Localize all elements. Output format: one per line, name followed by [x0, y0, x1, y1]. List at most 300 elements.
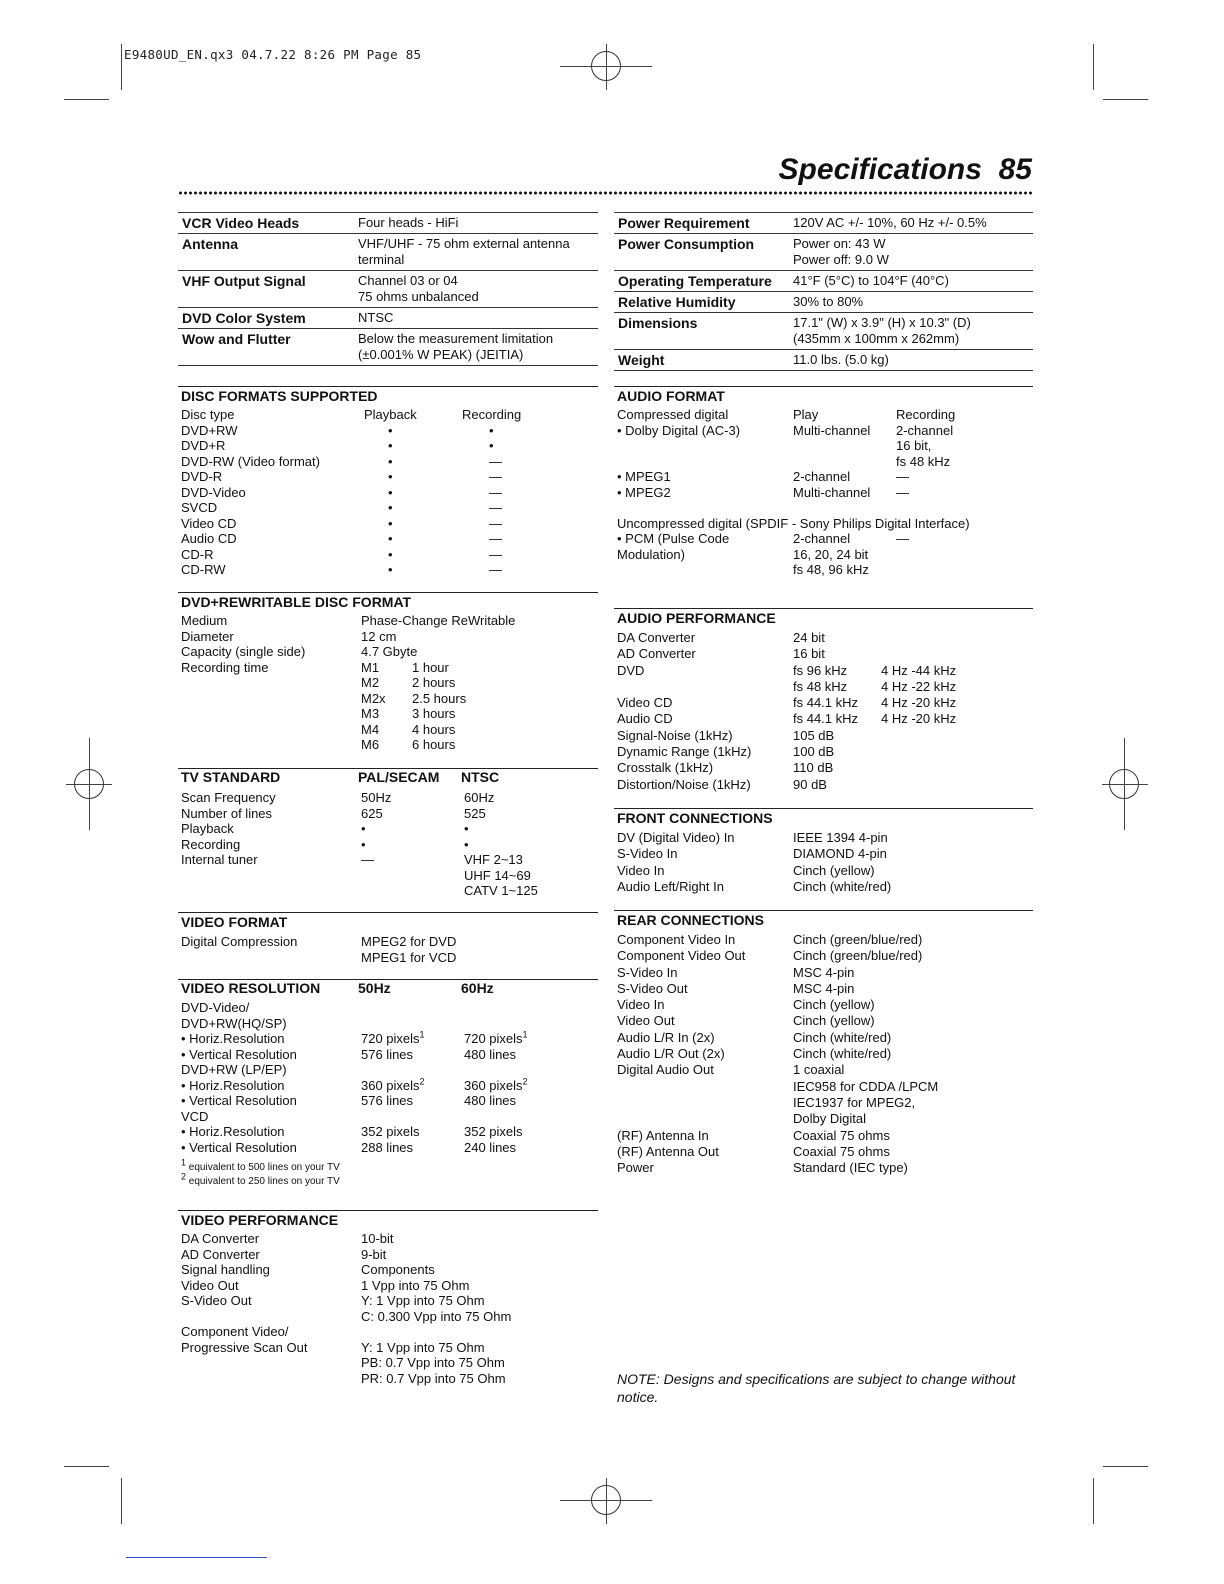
audio-perf-label: Distortion/Noise (1kHz) — [617, 776, 751, 792]
recording-value: — — [489, 484, 502, 500]
performance-value: Y: 1 Vpp into 75 Ohm — [361, 1339, 485, 1355]
link-underline — [126, 1557, 267, 1558]
table-row — [617, 646, 1033, 662]
audio-perf-label: Dynamic Range (1kHz) — [617, 744, 752, 760]
section-heading-row — [178, 980, 598, 999]
spec-row — [614, 350, 1033, 371]
spec-value — [793, 215, 987, 231]
format-label: Medium — [181, 613, 228, 628]
performance-label: DA Converter — [181, 1231, 260, 1246]
connection-value: Cinch (white/red) — [793, 878, 892, 894]
table-row — [617, 1046, 1033, 1062]
footnote-mark: 2 — [419, 1076, 425, 1087]
50hz-value — [361, 1078, 425, 1094]
performance-value: PB: 0.7 Vpp into 75 Ohm — [361, 1355, 505, 1370]
audio-perf-label: DVD — [617, 662, 645, 678]
pal-value: 50Hz — [361, 790, 392, 805]
connection-label: Video In — [617, 862, 665, 878]
power-specs-table — [614, 212, 1033, 371]
table-row — [617, 562, 1033, 578]
audio-perf-label: Signal-Noise (1kHz) — [617, 727, 733, 743]
recording-value: Recording — [896, 407, 956, 422]
spec-value — [358, 310, 393, 326]
spec-value — [793, 294, 863, 310]
tv-label: Playback — [181, 821, 234, 836]
resolution-label: • Vertical Resolution — [181, 1046, 297, 1062]
spec-value-line: 75 ohms unbalanced — [358, 289, 479, 304]
table-row — [617, 1128, 1033, 1144]
audio-perf-value: 105 dB — [793, 727, 835, 743]
recording-value: — — [489, 515, 502, 531]
table-row — [181, 562, 598, 578]
recording-value: — — [489, 500, 502, 515]
connection-label: Component Video Out — [617, 948, 746, 964]
recording-value: — — [896, 484, 909, 500]
footnote — [181, 1157, 598, 1175]
table-row — [181, 469, 598, 485]
table-row — [181, 806, 598, 822]
connection-value: IEC1937 for MPEG2, — [793, 1094, 916, 1110]
footnote — [181, 1171, 598, 1189]
spec-row — [178, 271, 598, 308]
table-row — [617, 1079, 1033, 1095]
spec-label: Antenna — [182, 236, 238, 252]
table-row — [617, 1160, 1033, 1176]
registration-target-icon — [591, 51, 621, 81]
spec-value-line: terminal — [358, 252, 405, 267]
video-format-table — [178, 931, 598, 965]
playback-value: • — [388, 422, 393, 438]
table-row — [181, 1355, 598, 1371]
connection-value: Cinch (yellow) — [793, 862, 875, 878]
audio-format-label: Compressed digital — [617, 407, 729, 422]
table-row — [617, 1013, 1033, 1029]
audio-perf-value: fs 48 kHz — [793, 678, 848, 694]
play-value: 2-channel — [793, 469, 851, 484]
disc-type: DVD+RW — [181, 422, 238, 438]
connection-value: Standard (IEC type) — [793, 1160, 908, 1176]
table-row — [181, 868, 598, 884]
ntsc-value: 525 — [464, 805, 486, 821]
table-row — [617, 454, 1033, 470]
resolution-label: • Vertical Resolution — [181, 1093, 297, 1108]
table-row — [181, 629, 598, 645]
footnote-text: equivalent to 500 lines on your TV — [188, 1162, 340, 1173]
spec-label: Relative Humidity — [618, 294, 736, 310]
performance-value: C: 0.300 Vpp into 75 Ohm — [361, 1308, 512, 1324]
spec-label: Dimensions — [618, 315, 698, 331]
connection-label: Power — [617, 1160, 654, 1176]
page-number: 85 — [998, 153, 1032, 186]
format-value: M3 — [361, 706, 380, 721]
table-row — [181, 1340, 598, 1356]
audio-format-label: Modulation) — [617, 546, 685, 562]
audio-format-section — [614, 386, 1033, 578]
audio-format-label: • PCM (Pulse Code — [617, 531, 730, 546]
resolution-label: VCD — [181, 1108, 209, 1124]
table-row — [617, 1095, 1033, 1111]
table-row — [181, 547, 598, 563]
spec-value-line: Power on: 43 W — [793, 236, 886, 251]
spec-row — [178, 213, 598, 234]
table-row — [181, 1124, 598, 1140]
format-label: Diameter — [181, 628, 234, 644]
resolution-label: DVD-Video/ — [181, 1000, 250, 1015]
audio-perf-label: Audio CD — [617, 711, 673, 727]
table-row — [617, 728, 1033, 744]
audio-perf-value: 100 dB — [793, 744, 835, 760]
tv-label: Scan Frequency — [181, 790, 276, 805]
value-text: 480 lines — [464, 1093, 517, 1108]
spec-row — [614, 313, 1033, 350]
60hz-value — [464, 1047, 516, 1063]
format-value: MPEG1 for VCD — [361, 949, 457, 965]
connection-value: IEEE 1394 4-pin — [793, 830, 888, 845]
video-format-section — [178, 912, 598, 965]
pal-value: 625 — [361, 805, 383, 821]
recording-value: — — [896, 469, 909, 484]
recording-value: — — [489, 546, 502, 562]
table-row — [617, 423, 1033, 439]
section-heading-row — [178, 769, 598, 788]
format-detail: 2.5 hours — [412, 690, 467, 706]
spec-label: Power Requirement — [618, 215, 750, 231]
table-row — [617, 500, 1033, 516]
recording-value: 16 bit, — [896, 438, 932, 453]
spec-value — [793, 352, 889, 368]
format-value: 12 cm — [361, 628, 397, 644]
registration-target-icon — [591, 1485, 621, 1515]
front-connections-section — [614, 808, 1033, 895]
table-row — [617, 485, 1033, 501]
crop-mark — [64, 1466, 109, 1467]
table-row — [617, 438, 1033, 454]
connection-value: IEC958 for CDDA /LPCM — [793, 1078, 939, 1094]
connection-value: Cinch (yellow) — [793, 1013, 875, 1029]
recording-value: — — [489, 562, 502, 577]
table-row — [181, 1262, 598, 1278]
audio-format-label: • MPEG2 — [617, 484, 671, 500]
connection-label: Video Out — [617, 1013, 675, 1029]
disc-formats-section — [178, 386, 598, 578]
tv-label: Recording — [181, 836, 241, 852]
format-label: Capacity (single side) — [181, 644, 306, 659]
disc-type: CD-RW — [181, 562, 226, 577]
format-label: Recording time — [181, 659, 269, 675]
footnote-mark: 1 — [181, 1157, 187, 1168]
table-row — [617, 744, 1033, 760]
spec-value — [358, 331, 553, 363]
spec-label: DVD Color System — [182, 310, 306, 326]
section-heading: REAR CONNECTIONS — [617, 912, 765, 928]
connection-value: Cinch (white/red) — [793, 1029, 892, 1045]
connection-value: Coaxial 75 ohms — [793, 1143, 890, 1159]
column-heading: 50Hz — [358, 980, 391, 996]
spec-label: Wow and Flutter — [182, 331, 291, 347]
performance-value: Y: 1 Vpp into 75 Ohm — [361, 1293, 485, 1308]
performance-label: AD Converter — [181, 1246, 260, 1262]
audio-perf-label: Video CD — [617, 695, 673, 711]
spec-value — [358, 273, 479, 305]
connection-value: Dolby Digital — [793, 1111, 866, 1127]
performance-label: Progressive Scan Out — [181, 1339, 308, 1355]
crop-mark — [64, 99, 109, 100]
table-row — [181, 1016, 598, 1032]
playback-value: • — [388, 531, 393, 546]
value-text: 240 lines — [464, 1139, 517, 1155]
table-row — [617, 863, 1033, 879]
table-row — [617, 948, 1033, 964]
crop-mark — [121, 44, 122, 90]
table-row — [181, 438, 598, 454]
table-row — [181, 1078, 598, 1094]
audio-perf-value: fs 44.1 kHz — [793, 695, 859, 711]
spec-label: Operating Temperature — [618, 273, 772, 289]
disclaimer-note: NOTE: Designs and specifications are subject to change without notice. — [617, 1371, 1016, 1405]
spec-value — [793, 315, 971, 347]
resolution-label: • Vertical Resolution — [181, 1139, 297, 1155]
footnote-text: equivalent to 250 lines on your TV — [188, 1176, 340, 1187]
format-detail: 4 hours — [412, 721, 456, 737]
format-value: 4.7 Gbyte — [361, 644, 418, 659]
disc-type: Audio CD — [181, 531, 237, 546]
audio-perf-range: 4 Hz -20 kHz — [881, 711, 957, 727]
table-row — [181, 852, 598, 868]
ntsc-value: • — [464, 836, 469, 852]
ntsc-value: VHF 2~13 — [464, 852, 523, 867]
audio-perf-value: 16 bit — [793, 646, 825, 662]
recording-value: — — [489, 531, 502, 546]
60hz-value — [464, 1031, 528, 1047]
connection-label: Digital Audio Out — [617, 1062, 714, 1078]
rear-connections-section — [614, 910, 1033, 1176]
general-specs-table — [178, 212, 598, 366]
audio-perf-value: fs 96 kHz — [793, 662, 848, 678]
format-detail: 3 hours — [412, 706, 456, 721]
table-row — [181, 407, 598, 423]
table-row — [617, 1062, 1033, 1078]
table-row — [181, 531, 598, 547]
recording-value: Recording — [462, 407, 522, 422]
tv-standard-table — [178, 788, 598, 899]
disc-type: Video CD — [181, 515, 237, 531]
playback-value: • — [388, 438, 393, 453]
table-row — [617, 1144, 1033, 1160]
spec-value-line: Channel 03 or 04 — [358, 273, 458, 288]
format-detail: 6 hours — [412, 737, 456, 752]
audio-format-label: Uncompressed digital (SPDIF - Sony Philips Digital Interface) — [617, 515, 970, 531]
table-row — [181, 1371, 598, 1387]
pal-value: • — [361, 821, 366, 836]
spec-value-line: NTSC — [358, 310, 394, 325]
connection-value: MSC 4-pin — [793, 980, 855, 996]
table-row — [181, 1231, 598, 1247]
audio-perf-value: 110 dB — [793, 760, 834, 776]
footnotes — [178, 1155, 598, 1189]
registration-target-icon — [74, 769, 104, 799]
table-row — [617, 879, 1033, 895]
table-row — [181, 644, 598, 660]
section-heading: VIDEO PERFORMANCE — [181, 1212, 339, 1228]
pal-value: • — [361, 836, 366, 852]
spec-value-line: (435mm x 100mm x 262mm) — [793, 331, 960, 346]
table-row — [181, 790, 598, 806]
connection-label: Component Video In — [617, 932, 736, 947]
format-value: Phase-Change ReWritable — [361, 613, 516, 628]
performance-label: Video Out — [181, 1277, 239, 1293]
table-row — [181, 1093, 598, 1109]
front-connections-table — [614, 827, 1033, 895]
section-heading: AUDIO PERFORMANCE — [617, 610, 776, 626]
spec-value — [793, 273, 949, 289]
table-row — [181, 950, 598, 966]
playback-value: • — [388, 562, 393, 577]
spec-row — [178, 308, 598, 329]
table-row — [181, 613, 598, 629]
value-text: 352 pixels — [361, 1124, 420, 1139]
50hz-value — [361, 1031, 425, 1047]
spec-row — [614, 234, 1033, 271]
audio-format-label: • Dolby Digital (AC-3) — [617, 422, 741, 438]
table-row — [181, 883, 598, 899]
resolution-label: DVD+RW(HQ/SP) — [181, 1015, 287, 1031]
performance-value: PR: 0.7 Vpp into 75 Ohm — [361, 1370, 506, 1386]
value-text: 576 lines — [361, 1046, 414, 1062]
spec-value-line: Four heads - HiFi — [358, 215, 459, 230]
registration-target-icon — [1109, 769, 1139, 799]
section-heading: DVD+REWRITABLE DISC FORMAT — [181, 594, 412, 610]
crop-mark — [1093, 1478, 1094, 1524]
spec-value-line: Below the measurement limitation — [358, 331, 554, 346]
table-row — [181, 500, 598, 516]
table-row — [181, 737, 598, 753]
disc-type: DVD-Video — [181, 484, 246, 500]
audio-perf-value: fs 44.1 kHz — [793, 711, 859, 727]
column-heading: NTSC — [461, 769, 500, 785]
spec-value — [358, 236, 570, 268]
table-row — [181, 675, 598, 691]
connection-label: Audio L/R In (2x) — [617, 1029, 715, 1045]
table-row — [617, 679, 1033, 695]
spec-label: VCR Video Heads — [182, 215, 300, 231]
footnote-mark: 1 — [522, 1029, 528, 1040]
video-performance-table — [178, 1229, 598, 1386]
rear-connections-table — [614, 929, 1033, 1176]
spec-label: Power Consumption — [618, 236, 755, 252]
footnote-mark: 2 — [522, 1076, 528, 1087]
ntsc-value: UHF 14~69 — [464, 867, 531, 883]
format-value: M2x — [361, 690, 386, 706]
spec-row — [614, 271, 1033, 292]
play-value: Multi-channel — [793, 422, 871, 438]
spec-label: VHF Output Signal — [182, 273, 306, 289]
playback-value: • — [388, 515, 393, 531]
spec-value-line: Power off: 9.0 W — [793, 252, 889, 267]
spec-value-line: 30% to 80% — [793, 294, 864, 309]
recording-value: 2-channel — [896, 422, 954, 438]
video-resolution-table — [178, 999, 598, 1155]
footnote-mark: 1 — [419, 1029, 425, 1040]
value-text: 480 lines — [464, 1046, 517, 1062]
table-row — [181, 454, 598, 470]
print-slug: E9480UD_EN.qx3 04.7.22 8:26 PM Page 85 — [124, 47, 422, 62]
table-row — [617, 830, 1033, 846]
ntsc-value: CATV 1~125 — [464, 883, 538, 898]
50hz-value — [361, 1047, 413, 1063]
recording-value: • — [489, 422, 494, 438]
audio-perf-label: AD Converter — [617, 646, 696, 662]
table-row — [181, 1324, 598, 1340]
table-row — [617, 1030, 1033, 1046]
footnote-mark: 2 — [181, 1171, 187, 1182]
section-heading: AUDIO FORMAT — [617, 388, 725, 404]
connection-value: Cinch (yellow) — [793, 997, 875, 1013]
table-row — [617, 777, 1033, 793]
column-heading: PAL/SECAM — [358, 769, 440, 785]
disc-type: CD-R — [181, 546, 214, 562]
playback-value: • — [388, 500, 393, 515]
value-text: 576 lines — [361, 1093, 414, 1108]
connection-value: Cinch (green/blue/red) — [793, 932, 923, 947]
table-row — [181, 485, 598, 501]
audio-performance-section — [614, 608, 1033, 793]
crop-mark — [1103, 99, 1148, 100]
value-text: 360 pixels — [361, 1077, 420, 1093]
connection-label: S-Video Out — [617, 980, 688, 996]
50hz-value — [361, 1140, 413, 1156]
table-row — [617, 760, 1033, 776]
table-row — [617, 547, 1033, 563]
format-detail: 2 hours — [412, 675, 456, 690]
ntsc-value: • — [464, 821, 469, 836]
performance-value: Components — [361, 1262, 435, 1277]
performance-value: 1 Vpp into 75 Ohm — [361, 1277, 470, 1293]
50hz-value — [361, 1124, 420, 1140]
audio-perf-range: 4 Hz -20 kHz — [881, 695, 957, 711]
table-row — [617, 997, 1033, 1013]
audio-perf-value: 90 dB — [793, 776, 827, 792]
table-row — [181, 1293, 598, 1309]
table-row — [617, 516, 1033, 532]
disc-formats-table — [178, 405, 598, 578]
value-text: 720 pixels — [464, 1031, 523, 1046]
table-row — [181, 821, 598, 837]
crop-mark — [1103, 1466, 1148, 1467]
table-row — [181, 423, 598, 439]
tv-label: Internal tuner — [181, 852, 258, 867]
recording-value: — — [489, 469, 502, 484]
recording-value: — — [896, 531, 909, 546]
connection-value: DIAMOND 4-pin — [793, 846, 887, 862]
60hz-value — [464, 1093, 516, 1109]
60hz-value — [464, 1140, 516, 1156]
spec-value-line: VHF/UHF - 75 ohm external antenna — [358, 236, 570, 251]
table-row — [181, 837, 598, 853]
connection-value: 1 coaxial — [793, 1062, 845, 1078]
connection-value: Cinch (white/red) — [793, 1046, 892, 1062]
format-value: M6 — [361, 737, 380, 752]
audio-perf-value: 24 bit — [793, 630, 825, 645]
audio-perf-range: 4 Hz -22 kHz — [881, 678, 957, 694]
recording-value: fs 48 kHz — [896, 453, 951, 469]
audio-performance-table — [614, 627, 1033, 793]
spec-value-line: 41°F (5°C) to 104°F (40°C) — [793, 273, 949, 288]
video-resolution-section — [178, 979, 598, 1189]
table-row — [617, 981, 1033, 997]
value-text: 288 lines — [361, 1139, 414, 1155]
table-row — [181, 934, 598, 950]
crop-mark — [1093, 44, 1094, 90]
